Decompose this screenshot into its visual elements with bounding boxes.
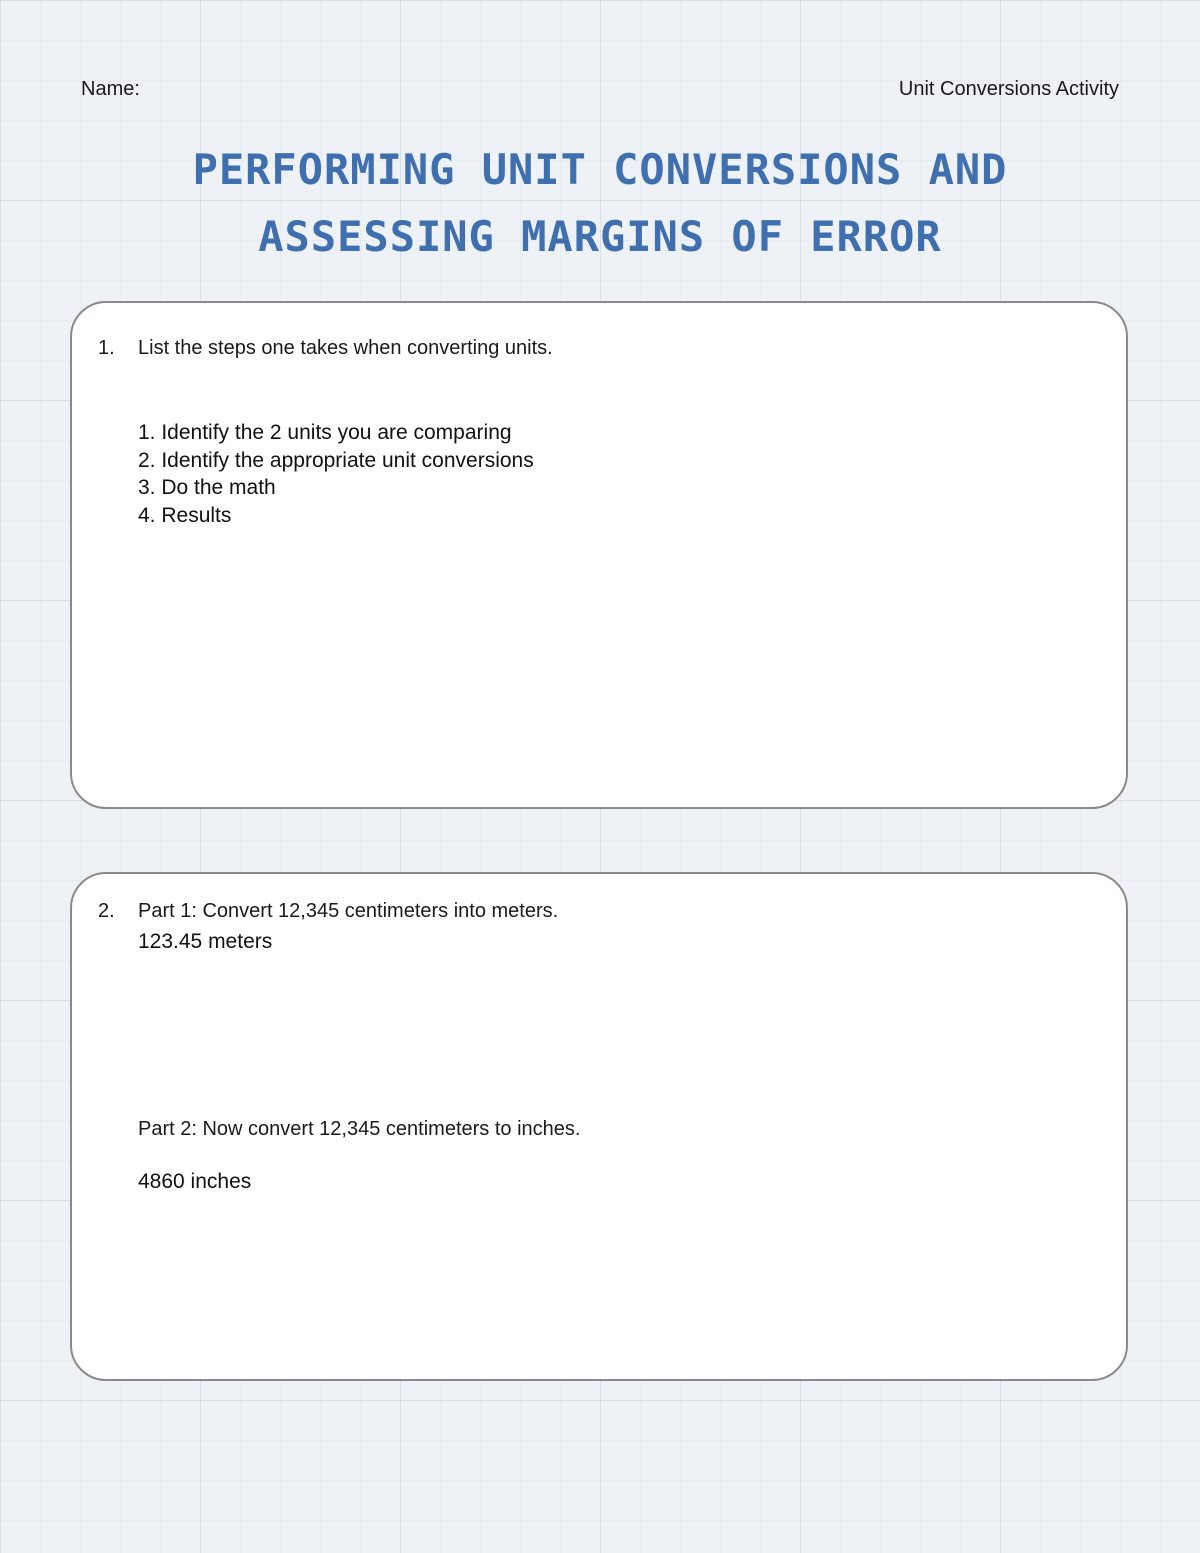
question-2-part-2-answer[interactable]: 4860 inches (138, 1170, 252, 1193)
question-2-part-2-prompt: Part 2: Now convert 12,345 centimeters to inches. (138, 1118, 581, 1140)
step-4: 4. Results (138, 503, 232, 527)
step-2: 2. Identify the appropriate unit conversions (138, 448, 534, 472)
question-1-answer[interactable] (138, 419, 534, 529)
question-2-part-1-answer[interactable]: 123.45 meters (138, 930, 273, 953)
question-1-card (70, 301, 1128, 809)
step-3: 3. Do the math (138, 476, 276, 499)
page-title-line-1: PERFORMING UNIT CONVERSIONS AND (192, 145, 1008, 194)
question-2-number: 2. (98, 900, 115, 922)
step-1: 1. Identify the 2 units you are comparing (138, 421, 512, 444)
activity-title: Unit Conversions Activity (898, 78, 1119, 100)
page-title-line-2: ASSESSING MARGINS OF ERROR (258, 212, 942, 261)
question-1-number: 1. (98, 337, 115, 359)
question-2-card (70, 872, 1128, 1381)
question-1-prompt: List the steps one takes when converting units. (138, 337, 553, 359)
question-2-part-1-prompt: Part 1: Convert 12,345 centimeters into meters. (138, 900, 559, 922)
name-label: Name: (81, 78, 140, 100)
